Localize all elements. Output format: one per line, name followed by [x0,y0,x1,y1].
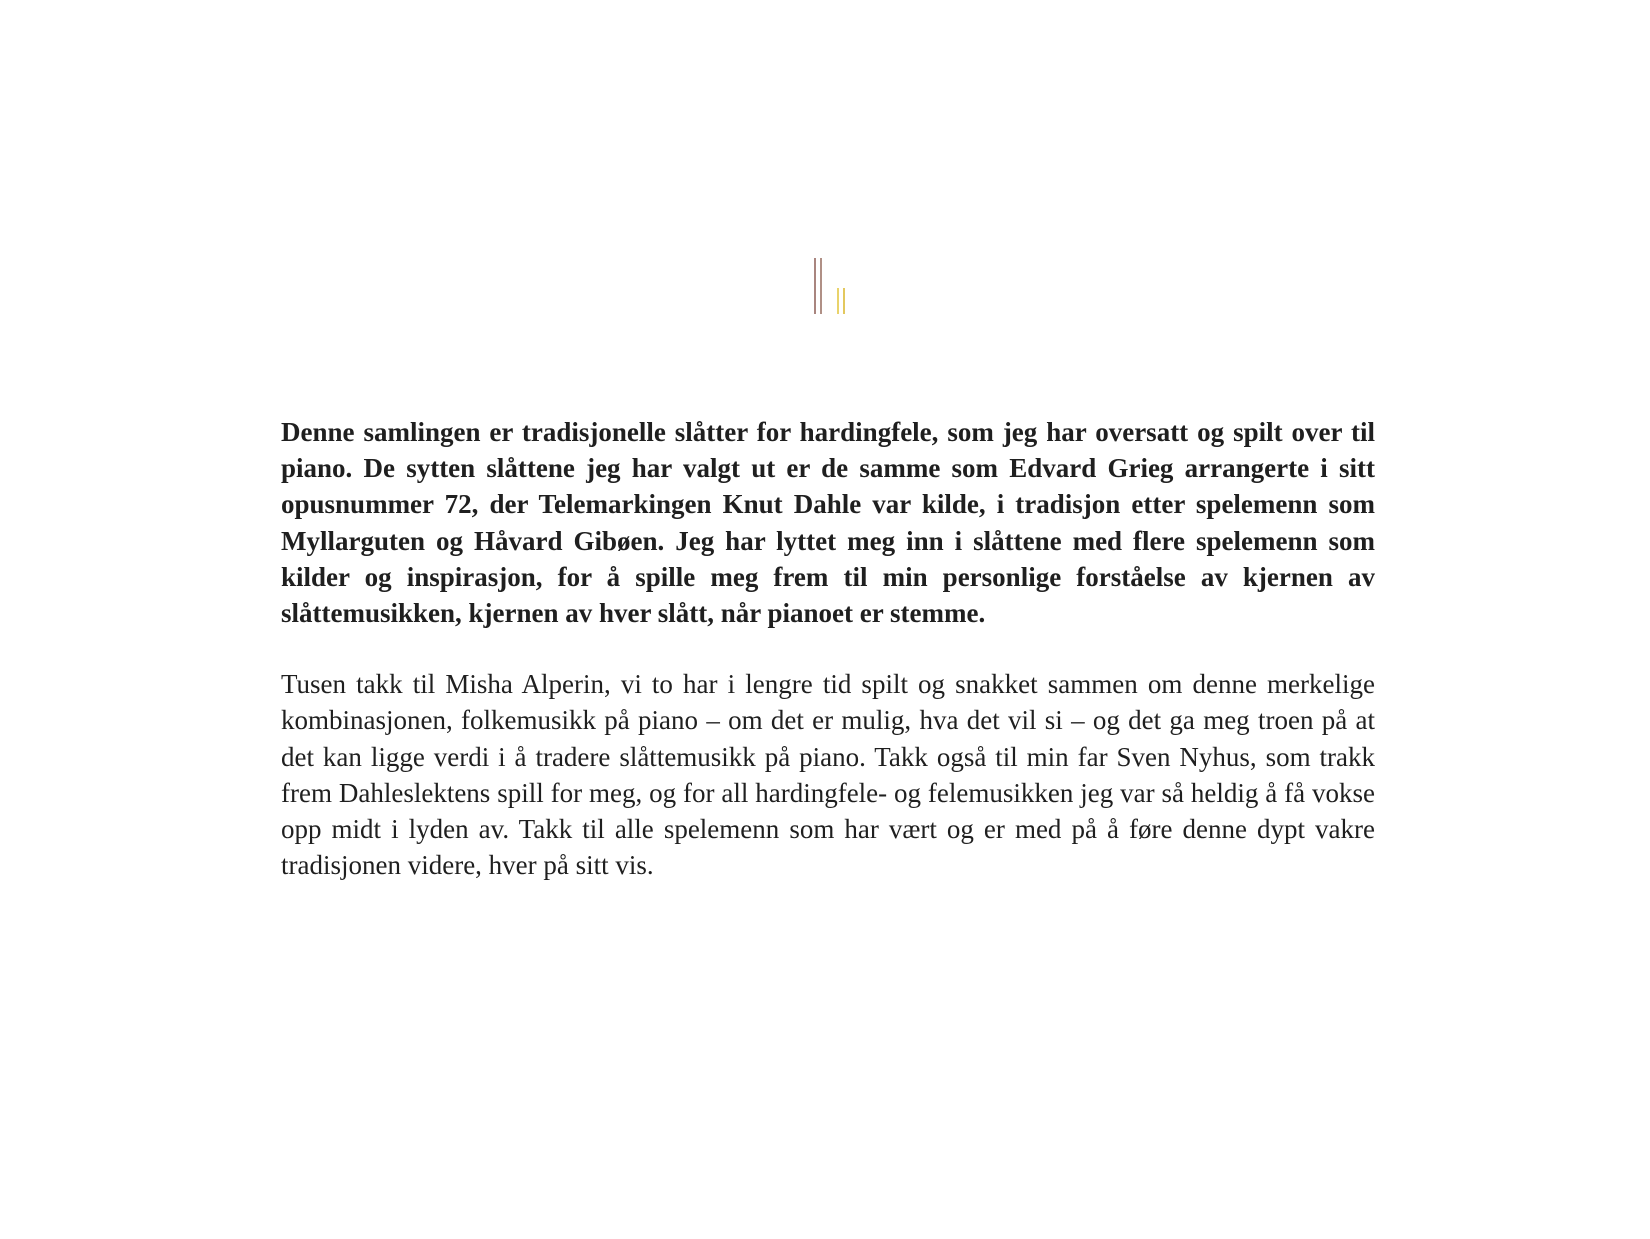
harding-fiddle-lines-icon [814,258,850,316]
logo-line-2 [820,258,822,314]
logo-line-3 [837,288,839,314]
intro-paragraph: Denne samlingen er tradisjonelle slåtter for hardingfele, som jeg har oversatt og spilt over til piano. De sytten slåttene jeg har valgt ut er de samme som Edvard Grieg arrangerte i sitt opusnummer 72, der Telemarkingen Knut Dahle var kilde, i tradisjon etter spelemenn som Myllarguten og Håvard Gibøen. Jeg har lyttet meg inn i slåttene med flere spelemenn som kilder og inspirasjon, for å spille meg frem til min personlige forståelse av kjernen av slåttemusikken, kjernen av hver slått, når pianoet er stemme. [281,417,1375,629]
logo-line-1 [814,258,816,314]
main-text [281,414,1375,883]
thanks-paragraph: Tusen takk til Misha Alperin, vi to har i lengre tid spilt og snakket sammen om denne merkelige kombinasjonen, folkemusikk på piano – om det er mulig, hva det vil si – og det ga meg troen på at det kan ligge verdi i å tradere slåttemusikk på piano. Takk også til min far Sven Nyhus, som trakk frem Dahleslektens spill for meg, og for all hardingfele- og felemusikken jeg var så heldig å få vokse opp midt i lyden av. Takk til alle spelemenn som har vært og er med på å føre denne dypt vakre tradisjonen videre, hver på sitt vis. [281,669,1375,881]
logo-line-4 [843,288,845,314]
